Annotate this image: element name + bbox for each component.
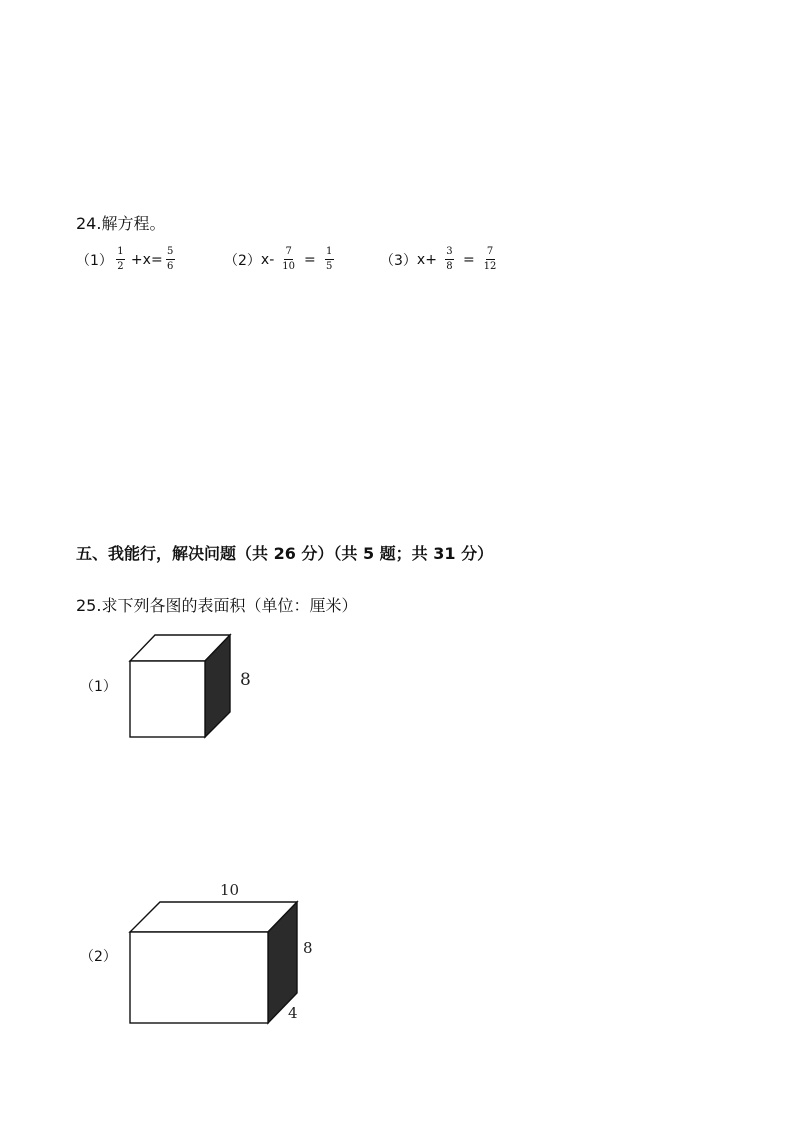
cube-edge-label: 8 xyxy=(240,670,251,690)
equation-2 xyxy=(224,247,337,272)
cuboid-front-face xyxy=(130,932,268,1023)
equation-2-label: （2） xyxy=(224,252,261,269)
equation-3-prefix: x+ xyxy=(416,251,437,268)
fraction-denominator: 12 xyxy=(483,261,497,272)
equation-1-label: （1） xyxy=(76,252,113,269)
cuboid-height-label: 8 xyxy=(303,939,313,957)
question-25-title: 25.求下列各图的表面积（单位：厘米） xyxy=(76,596,358,615)
section-5-heading: 五、我能行，解决问题（共 26 分）（共 5 题；共 31 分） xyxy=(76,544,494,563)
equation-1-operator: +x= xyxy=(130,251,163,268)
equation-2-fraction-a xyxy=(282,247,295,272)
fraction-numerator: 1 xyxy=(325,247,334,260)
figure-1-label: （1） xyxy=(80,679,117,695)
fraction-denominator: 10 xyxy=(282,261,295,272)
equation-1-fraction-a xyxy=(116,247,125,272)
fraction-numerator: 7 xyxy=(284,247,293,260)
figure-2-label: （2） xyxy=(80,949,117,965)
fraction-numerator: 3 xyxy=(445,247,454,260)
question-24-title: 24.解方程。 xyxy=(76,214,166,233)
equation-3 xyxy=(380,247,499,272)
equation-3-fraction-b xyxy=(484,247,497,272)
cuboid-width-label: 4 xyxy=(288,1004,298,1022)
equation-2-prefix: x- xyxy=(260,251,275,268)
fraction-denominator: 5 xyxy=(326,261,333,272)
fraction-numerator: 1 xyxy=(116,247,125,260)
fraction-denominator: 2 xyxy=(117,261,124,272)
equation-1 xyxy=(76,247,178,272)
cuboid-length-label: 10 xyxy=(220,881,240,899)
cuboid-figure xyxy=(120,875,330,1035)
equation-2-fraction-b xyxy=(325,247,334,272)
cube-front-face xyxy=(130,661,205,737)
fraction-numerator: 7 xyxy=(486,247,495,260)
fraction-numerator: 5 xyxy=(166,247,175,260)
equation-3-fraction-a xyxy=(445,247,454,272)
fraction-denominator: 8 xyxy=(446,261,453,272)
equation-3-equals: = xyxy=(462,251,475,268)
cube-figure xyxy=(120,625,270,750)
equation-2-equals: = xyxy=(304,251,316,268)
equation-3-label: （3） xyxy=(380,252,417,269)
equation-1-fraction-b xyxy=(166,247,175,272)
fraction-denominator: 6 xyxy=(166,261,174,272)
